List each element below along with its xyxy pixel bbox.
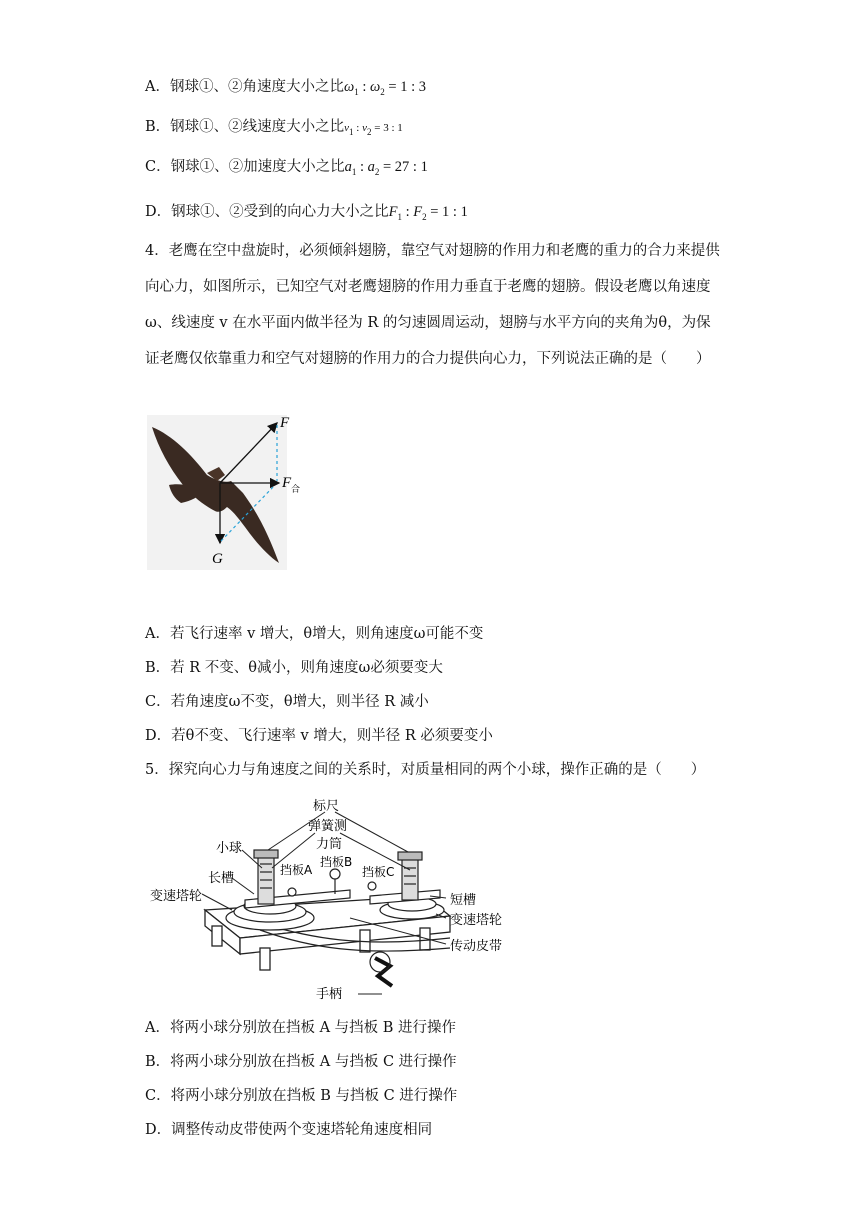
label-spring-line2: 力筒: [316, 837, 343, 852]
right-spring-tube-icon: [398, 852, 422, 900]
label-ruler: 标尺: [313, 799, 340, 814]
label-baffle-a: 挡板A: [280, 863, 313, 877]
q3-option-d: D．钢球①、②受到的向心力大小之比$F_1$ : $F_2 = 1$ : 1: [145, 204, 468, 222]
q4-option-c: C．若角速度ω不变，θ增大，则半径 R 减小: [145, 694, 429, 710]
q5-option-c: C．将两小球分别放在挡板 B 与挡板 C 进行操作: [145, 1088, 458, 1104]
centripetal-apparatus-diagram: [150, 798, 530, 1008]
label-spring-line1: 弹簧测: [308, 819, 348, 834]
q5-option-b: B．将两小球分别放在挡板 A 与挡板 C 进行操作: [145, 1054, 457, 1070]
label-F: F: [280, 415, 290, 431]
eagle-force-diagram: [147, 415, 307, 570]
q5-option-a: A．将两小球分别放在挡板 A 与挡板 B 进行操作: [145, 1020, 457, 1036]
q3-option-a: A．钢球①、②角速度大小之比$\omega_1$ : $\omega_2 = 1$ : 3: [145, 79, 426, 97]
q4-option-d: D．若θ不变、飞行速率 v 增大，则半径 R 必须要变小: [145, 728, 493, 744]
q3-option-b: B．钢球①、②线速度大小之比$v_1$ : $v_2 = 3$ : 1: [145, 119, 403, 137]
q5-stem: 5．探究向心力与角速度之间的关系时，对质量相同的两个小球，操作正确的是（ ）: [145, 762, 706, 778]
q4-option-b: B．若 R 不变、θ减小，则角速度ω必须要变大: [145, 660, 443, 676]
label-baffle-b: 挡板B: [320, 855, 353, 869]
q3-option-c: C．钢球①、②加速度大小之比$a_1$ : $a_2 = 27$ : 1: [145, 159, 428, 177]
label-tower-left: 变速塔轮: [150, 889, 203, 904]
q5-option-d: D．调整传动皮带使两个变速塔轮角速度相同: [145, 1122, 433, 1138]
label-F-net-sub: 合: [291, 485, 301, 495]
label-ball: 小球: [216, 841, 243, 856]
baffle-c-icon: [368, 882, 376, 890]
left-spring-tube-icon: [254, 850, 278, 904]
label-baffle-c: 挡板C: [362, 865, 395, 879]
q4-stem: 4．老鹰在空中盘旋时，必须倾斜翅膀，靠空气对翅膀的作用力和老鹰的重力的合力来提供向心力，如图所示，已知空气对老鹰翅膀的作用力垂直于老鹰的翅膀。假设老鹰以角速度ω、线速度 v 在水平面内做半径为 R 的匀速圆周运动，翅膀与水平方向的夹角为θ，为保证老鹰仅依靠重力和空气对翅膀的作用力的合力提供向心力，下列说法正确的是（ ）: [145, 243, 720, 367]
label-long-slot: 长槽: [208, 871, 235, 886]
q4-option-a: A．若飞行速率 v 增大，θ增大，则角速度ω可能不变: [145, 626, 484, 642]
baffle-a-icon: [288, 888, 296, 896]
label-belt: 传动皮带: [450, 939, 503, 954]
label-short-slot: 短槽: [450, 893, 477, 908]
label-handle: 手柄: [316, 987, 343, 1002]
baffle-b-icon: [330, 869, 340, 879]
label-F-net: F: [282, 475, 292, 491]
label-tower-right: 变速塔轮: [450, 913, 503, 928]
label-G: G: [212, 551, 223, 567]
